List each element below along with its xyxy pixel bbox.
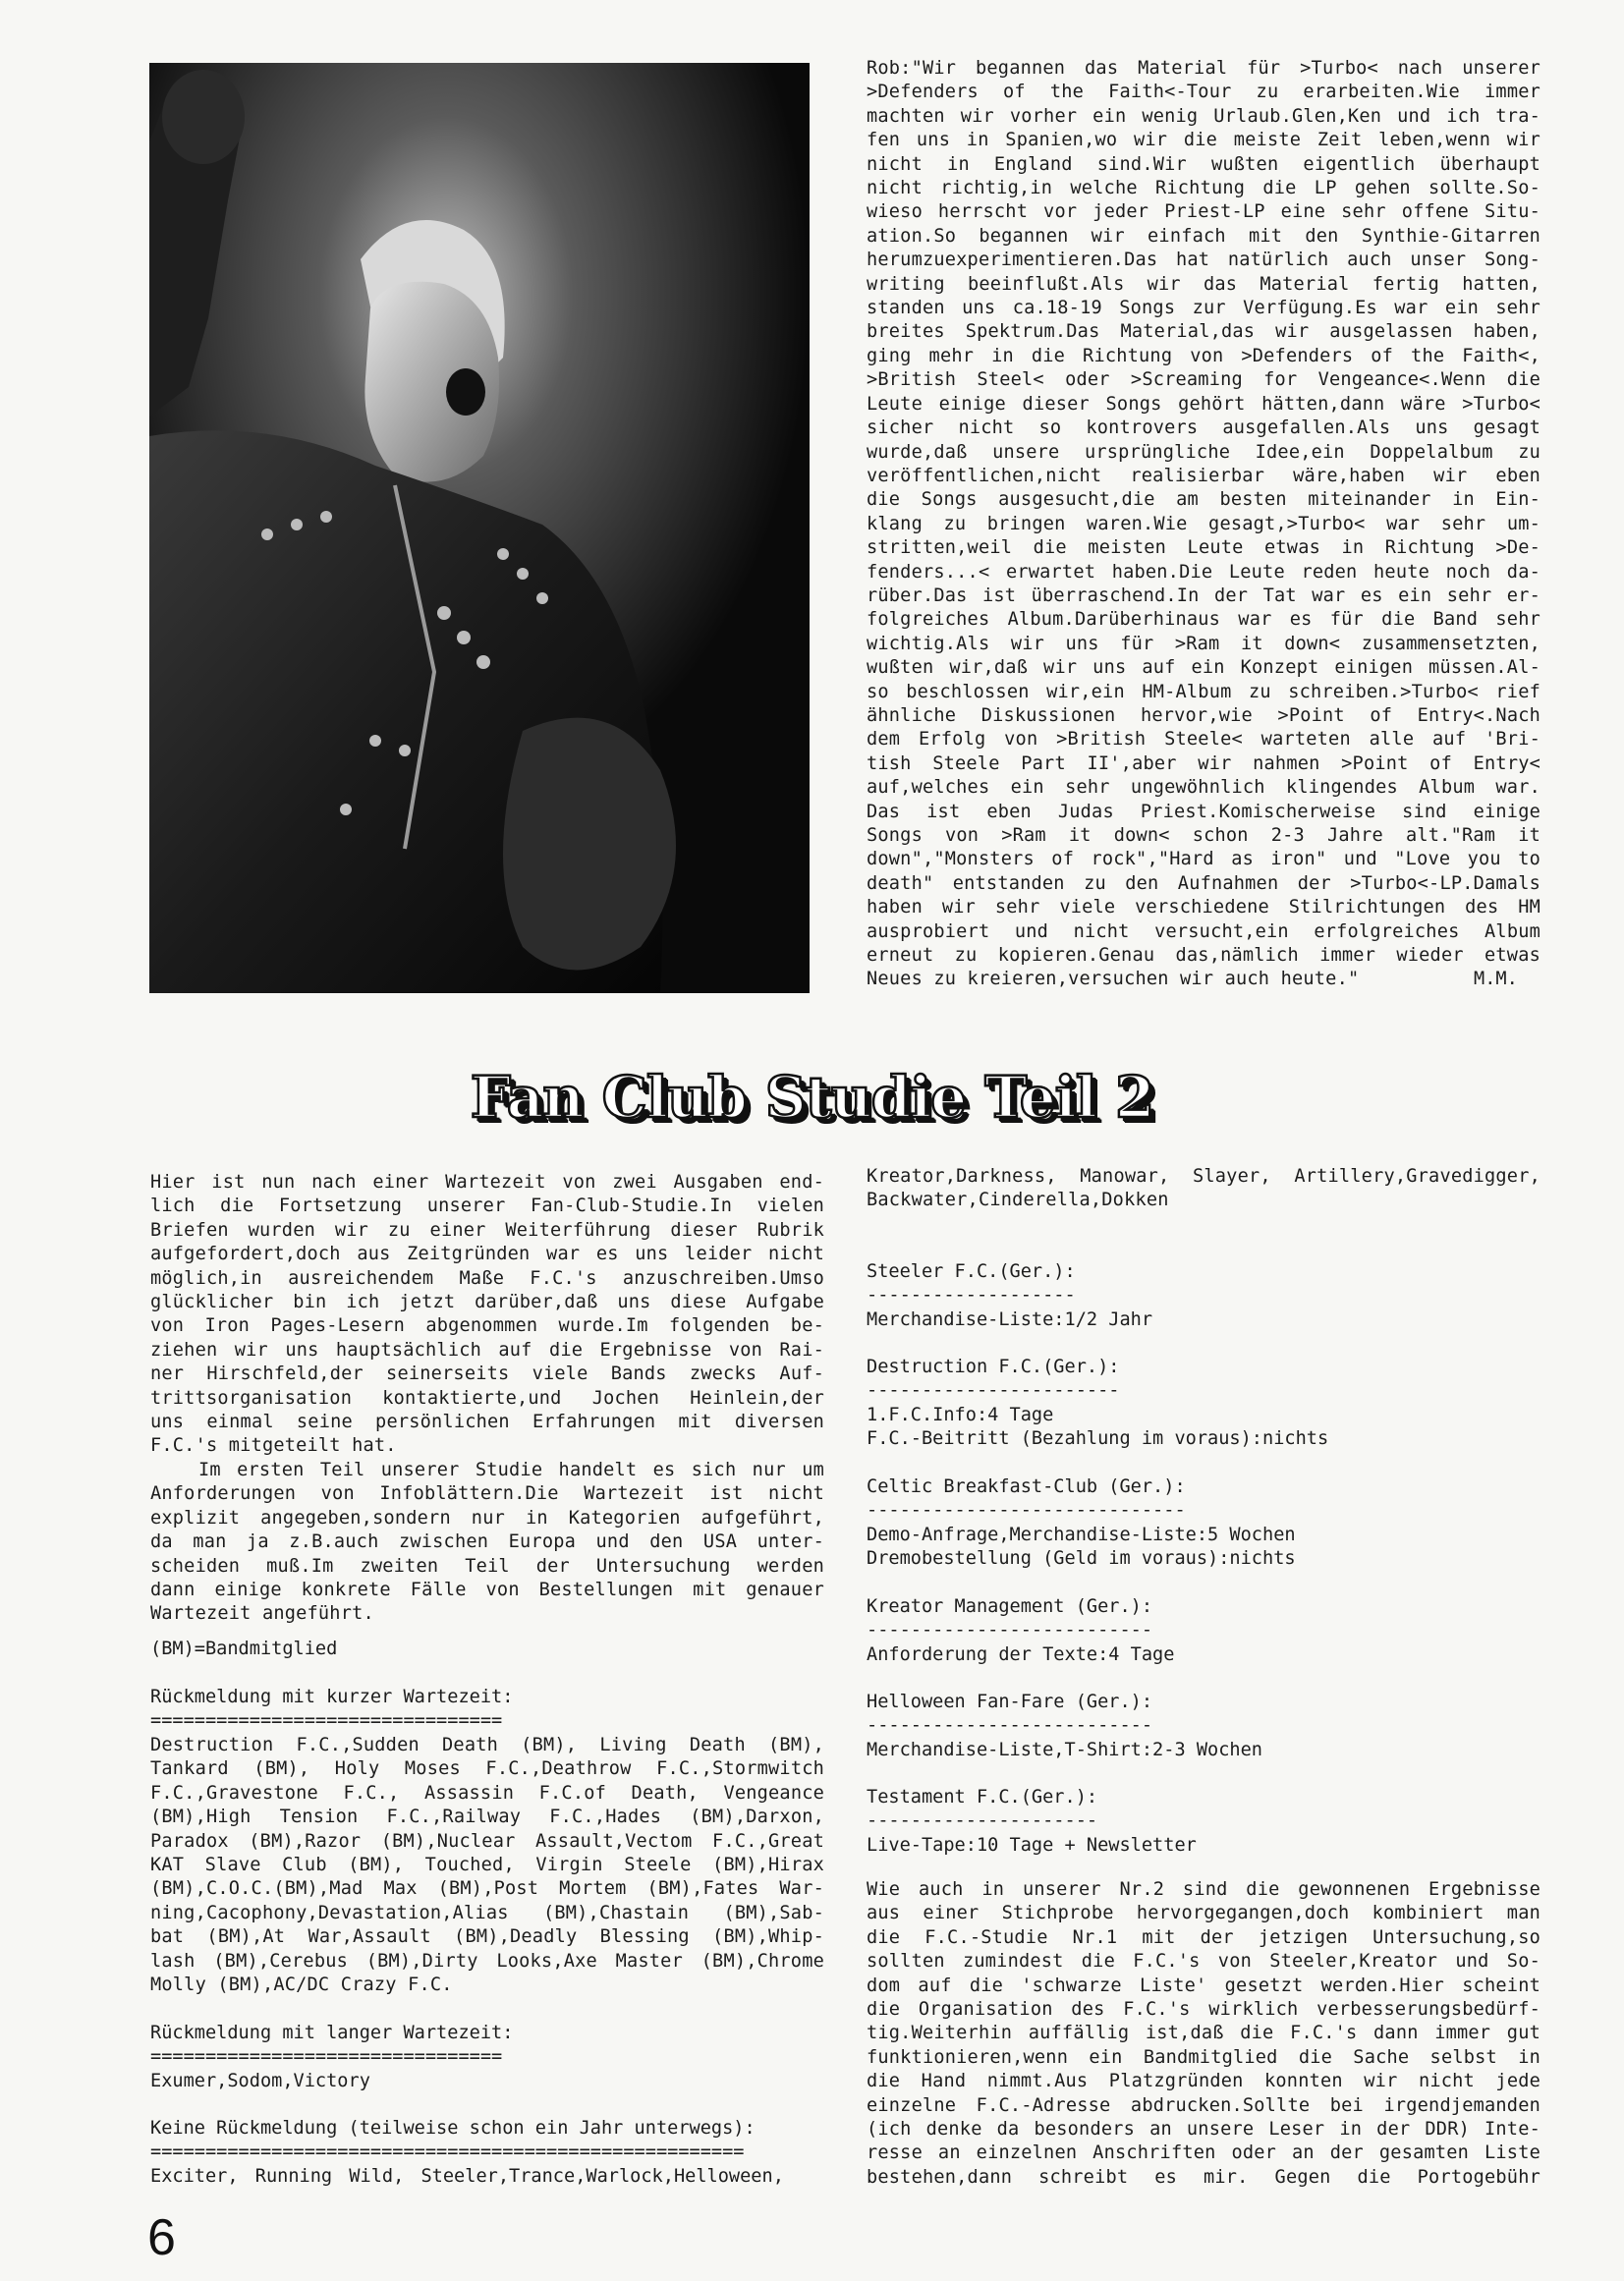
text-line: (BM),C.O.C.(BM),Mad Max (BM),Post Mortem (BM),Fates War- bbox=[150, 1878, 824, 1900]
text-line: dom auf die 'schwarze Liste' gesetzt werden.Hier scheint bbox=[867, 1975, 1540, 1996]
entry-name: Celtic Breakfast-Club (Ger.): bbox=[867, 1476, 1186, 1497]
fanclub-entry bbox=[867, 1691, 1262, 1762]
text-line: Songs von >Ram it down< schon 2-3 Jahre alt."Ram it bbox=[867, 825, 1540, 846]
entry-name: Destruction F.C.(Ger.): bbox=[867, 1357, 1120, 1377]
entry-name: Kreator Management (Ger.): bbox=[867, 1596, 1153, 1617]
entry-detail: Merchandise-Liste:1/2 Jahr bbox=[867, 1308, 1153, 1330]
text-line: Destruction F.C.,Sudden Death (BM), Living Death (BM), bbox=[150, 1735, 824, 1755]
text-line: down","Monsters of rock","Hard as iron" und "Love you to bbox=[867, 849, 1540, 870]
text-line: Das ist eben Judas Priest.Komischerweise sind einige bbox=[867, 801, 1540, 822]
text-line: ning,Cacophony,Devastation,Alias (BM),Chastain (BM),Sab- bbox=[150, 1902, 824, 1923]
singer-silhouette-image bbox=[149, 63, 810, 993]
no-response-section bbox=[150, 2117, 784, 2189]
text-line: Briefen wurden wir zu einer Weiterführung dieser Rubrik bbox=[150, 1219, 824, 1241]
text-line: wichtig.Als wir uns für >Ram it down< zusammensetzten, bbox=[867, 633, 1540, 654]
text-line: Rob:"Wir begannen das Material für >Turbo< nach unserer bbox=[867, 58, 1540, 79]
text-line: lich die Fortsetzung unserer Fan-Club-Studie.In vielen bbox=[150, 1196, 824, 1217]
entry-detail: Dremobestellung (Geld im voraus):nichts bbox=[867, 1548, 1296, 1570]
text-line: ausprobiert und nicht versucht,ein erfolgreiches Album bbox=[867, 920, 1540, 942]
text-line: ation.So begannen wir einfach mit den Synthie-Gitarren bbox=[867, 225, 1540, 247]
text-line: klang zu bringen waren.Wie gesagt,>Turbo< war sehr um- bbox=[867, 513, 1540, 534]
entry-detail: Live-Tape:10 Tage + Newsletter bbox=[867, 1834, 1197, 1856]
text-line: aufgefordert,doch aus Zeitgründen war es uns leider nicht bbox=[150, 1244, 824, 1265]
entry-detail: Demo-Anfrage,Merchandise-Liste:5 Wochen bbox=[867, 1524, 1296, 1545]
text-line: Molly (BM),AC/DC Crazy F.C. bbox=[150, 1975, 453, 1996]
author-signature: M.M. bbox=[1474, 969, 1518, 989]
text-line: Leute einige dieser Songs gehört hätten,dann wäre >Turbo< bbox=[867, 393, 1540, 415]
text-line: Hier ist nun nach einer Wartezeit von zwei Ausgaben end- bbox=[150, 1172, 824, 1193]
fanclub-entry bbox=[867, 1475, 1296, 1572]
text-line: die Organisation des F.C.'s wirklich verbesserungsbedürf- bbox=[867, 1999, 1540, 2021]
text-line: sicher nicht so kontrovers ausgefallen.Als uns gesagt bbox=[867, 417, 1540, 439]
text-line: stritten,weil die meisten Leute etwas in Richtung >De- bbox=[867, 537, 1540, 559]
short-wait-list bbox=[150, 1734, 824, 1997]
text-line: breites Spektrum.Das Material,das wir ausgelassen haben, bbox=[867, 321, 1540, 343]
text-line: Paradox (BM),Razor (BM),Nuclear Assault,Vectom F.C.,Great bbox=[150, 1830, 824, 1852]
text-line: bat (BM),At War,Assault (BM),Deadly Blessing (BM),Whip- bbox=[150, 1926, 824, 1948]
entry-name: Helloween Fan-Fare (Ger.): bbox=[867, 1692, 1153, 1712]
legend-note bbox=[150, 1638, 337, 1661]
text-line: tig.Weiterhin auffällig ist,daß die F.C.'s dann immer gut bbox=[867, 2023, 1540, 2044]
text-line: erneut zu kopieren.Genau das,nämlich immer wieder etwas bbox=[867, 945, 1540, 967]
fanclub-entry bbox=[867, 1595, 1174, 1667]
entry-rule: --------------------- bbox=[867, 1810, 1098, 1832]
text-line: standen uns ca.18-19 Songs zur Verfügung.Es war ein sehr bbox=[867, 298, 1540, 319]
text-line: >Defenders of the Faith<-Tour zu erarbeiten.Wie immer bbox=[867, 82, 1540, 103]
interview-text bbox=[867, 57, 1540, 992]
text-line: explizit angegeben,sondern nur in Kategorien aufgeführt, bbox=[150, 1507, 824, 1529]
text-line: die Hand nimmt.Aus Platzgründen konnten wir nicht jede bbox=[867, 2071, 1540, 2092]
text-line: machten wir vorher ein wenig Urlaub.Glen,Ken und ich tra- bbox=[867, 105, 1540, 127]
text-line: tish Steele Part II',aber wir nahmen >Point of Entry< bbox=[867, 752, 1540, 774]
entry-name: Testament F.C.(Ger.): bbox=[867, 1787, 1098, 1808]
text-line: >British Steel< oder >Screaming for Vengeance<.Wenn die bbox=[867, 369, 1540, 391]
entry-name: Steeler F.C.(Ger.): bbox=[867, 1261, 1076, 1282]
text-line: scheiden muß.Im zweiten Teil der Untersuchung werden bbox=[150, 1555, 824, 1577]
text-line: ähnliche Diskussionen hervor,wie >Point of Entry<.Nach bbox=[867, 704, 1540, 726]
text-line: writing beeinflußt.Als wir das Material fertig hatten, bbox=[867, 273, 1540, 295]
text-line: haben wir sehr viele verschiedene Stilrichtungen des HM bbox=[867, 897, 1540, 918]
text-line: F.C.'s mitgeteilt hat. bbox=[150, 1435, 397, 1457]
section-rule: ====================================================== bbox=[150, 2142, 745, 2163]
text-line: (ich denke da besonders an unsere Leser in der DDR) Inte- bbox=[867, 2119, 1540, 2141]
entry-detail: F.C.-Beitritt (Bezahlung im voraus):nichts bbox=[867, 1428, 1329, 1450]
section-heading: Rückmeldung mit langer Wartezeit: bbox=[150, 2023, 514, 2043]
long-wait-section bbox=[150, 2022, 513, 2093]
fanclub-entry bbox=[867, 1786, 1197, 1858]
text-line: funktionieren,wenn ein Bandmitglied die Sache selbst in bbox=[867, 2046, 1540, 2068]
text-line: bestehen,dann schreibt es mir. Gegen die Portogebühr bbox=[867, 2166, 1540, 2188]
text-line: wieso herrscht vor jeder Priest-LP eine sehr offene Situ- bbox=[867, 201, 1540, 223]
text-line: folgreiches Album.Darüberhinaus war es für die Band sehr bbox=[867, 609, 1540, 631]
entry-rule: ----------------------------- bbox=[867, 1500, 1186, 1522]
section-rule: ================================ bbox=[150, 1710, 503, 1732]
text-line: fen uns in Spanien,wo wir die meiste Zeit leben,wenn wir bbox=[867, 130, 1540, 151]
entry-detail: 1.F.C.Info:4 Tage bbox=[867, 1404, 1054, 1425]
entry-rule: -------------------------- bbox=[867, 1620, 1153, 1641]
entry-rule: ------------------- bbox=[867, 1285, 1076, 1307]
text-line: herumzuexperimentieren.Das hat natürlich auch unser Song- bbox=[867, 250, 1540, 271]
text-line: Wartezeit angeführt. bbox=[150, 1603, 374, 1625]
right-continuation bbox=[867, 1165, 1540, 1213]
text-line: ziehen wir uns hauptsächlich auf die Ergebnisse von Rai- bbox=[150, 1339, 824, 1361]
text-line: lash (BM),Cerebus (BM),Dirty Looks,Axe Master (BM),Chrome bbox=[150, 1950, 824, 1972]
text-line: wußten wir,daß wir uns auf ein Konzept einigen müssen.Al- bbox=[867, 657, 1540, 679]
concert-photo bbox=[149, 63, 810, 993]
text-line: Neues zu kreieren,versuchen wir auch heute." bbox=[867, 969, 1360, 990]
entry-detail: Anforderung der Texte:4 Tage bbox=[867, 1643, 1175, 1665]
entry-rule: -------------------------- bbox=[867, 1715, 1153, 1737]
legend-text: (BM)=Bandmitglied bbox=[150, 1639, 338, 1659]
text-line: death" entstanden zu den Aufnahmen der >Turbo<-LP.Damals bbox=[867, 872, 1540, 894]
text-line: Anforderungen von Infoblättern.Die Wartezeit ist nicht bbox=[150, 1483, 824, 1505]
entry-rule: ----------------------- bbox=[867, 1380, 1120, 1402]
text-line: Backwater,Cinderella,Dokken bbox=[867, 1190, 1169, 1211]
text-line: ner Hirschfeld,der seinerseits viele Bands zwecks Auf- bbox=[150, 1363, 824, 1385]
text-line: dem Erfolg von >British Steele< warteten alle auf 'Bri- bbox=[867, 729, 1540, 751]
text-line: dann einige konkrete Fälle von Bestellungen mit genauer bbox=[150, 1579, 824, 1600]
text-line: resse an einzelnen Anschriften oder an der gesamten Liste bbox=[867, 2142, 1540, 2164]
text-line: uns einmal seine persönlichen Erfahrungen mit diversen bbox=[150, 1412, 824, 1433]
fanclub-entry bbox=[867, 1356, 1328, 1452]
text-line: trittsorganisation kontaktierte,und Jochen Heinlein,der bbox=[150, 1387, 824, 1409]
text-line: aus einer Stichprobe hervorgegangen,doch kombiniert man bbox=[867, 1903, 1540, 1924]
text-line: Tankard (BM), Holy Moses F.C.,Deathrow F.C.,Stormwitch bbox=[150, 1758, 824, 1780]
text-line: rüber.Das ist überraschend.In der Tat war es ein sehr er- bbox=[867, 584, 1540, 606]
text-line: so beschlossen wir,ein HM-Album zu schreiben.>Turbo< rief bbox=[867, 681, 1540, 702]
text-line: da man ja z.B.auch zwischen Europa und den USA unter- bbox=[150, 1531, 824, 1553]
text-line: die F.C.-Studie Nr.1 mit der jetzigen Untersuchung,so bbox=[867, 1926, 1540, 1948]
text-line: KAT Slave Club (BM), Touched, Virgin Steele (BM),Hirax bbox=[150, 1855, 824, 1876]
entry-detail: Merchandise-Liste,T-Shirt:2-3 Wochen bbox=[867, 1739, 1262, 1760]
text-line: veröffentlichen,nicht realisierbar wäre,haben wir eben bbox=[867, 465, 1540, 486]
page-number: 6 bbox=[147, 2209, 176, 2266]
text-line: glücklicher bin ich jetzt darüber,daß uns diese Aufgabe bbox=[150, 1292, 824, 1313]
article-title: Fan Club Studie Teil 2 bbox=[470, 1064, 1154, 1131]
text-line: sollten zumindest die F.C.'s von Steeler,Kreator und So- bbox=[867, 1951, 1540, 1973]
text-line: wurde,daß unsere ursprüngliche Idee,ein Doppelalbum zu bbox=[867, 441, 1540, 463]
text-line: möglich,in ausreichendem Maße F.C.'s anzuschreiben.Umso bbox=[150, 1267, 824, 1289]
text-line: ging mehr in die Richtung von >Defenders of the Faith<, bbox=[867, 345, 1540, 366]
text-line: fenders...< erwartet haben.Die Leute reden heute noch da- bbox=[867, 561, 1540, 583]
long-wait-list: Exumer,Sodom,Victory bbox=[150, 2070, 370, 2091]
closing-text bbox=[867, 1878, 1540, 2190]
text-line: die Songs ausgesucht,die am besten miteinander in Ein- bbox=[867, 489, 1540, 511]
text-line: (BM),High Tension F.C.,Railway F.C.,Hades (BM),Darxon, bbox=[150, 1807, 824, 1828]
text-line: Im ersten Teil unserer Studie handelt es sich nur um bbox=[150, 1459, 824, 1480]
text-line: nicht in England sind.Wir wußten eigentlich überhaupt bbox=[867, 153, 1540, 175]
section-rule: ================================ bbox=[150, 2046, 503, 2068]
fanclub-entry bbox=[867, 1260, 1152, 1332]
section-heading: Keine Rückmeldung (teilweise schon ein Jahr unterwegs): bbox=[150, 2118, 756, 2139]
text-line: nicht richtig,in welche Richtung die LP gehen sollte.So- bbox=[867, 178, 1540, 199]
text-line: Wie auch in unserer Nr.2 sind die gewonnenen Ergebnisse bbox=[867, 1879, 1540, 1900]
text-line: einzelne F.C.-Adresse abdrucken.Sollte bei irgendjemanden bbox=[867, 2094, 1540, 2116]
text-line: von Iron Pages-Lesern abgenommen wurde.Im folgenden be- bbox=[150, 1315, 824, 1337]
short-wait-section bbox=[150, 1686, 513, 1734]
text-line: Kreator,Darkness, Manowar, Slayer, Artillery,Gravedigger, bbox=[867, 1166, 1540, 1187]
section-heading: Rückmeldung mit kurzer Wartezeit: bbox=[150, 1687, 514, 1707]
text-line: auf,welches ein sehr ungewöhnlich klingendes Album war. bbox=[867, 777, 1540, 799]
text-line: F.C.,Gravestone F.C., Assassin F.C.of Death, Vengeance bbox=[150, 1782, 824, 1804]
no-response-list: Exciter, Running Wild, Steeler,Trance,Warlock,Helloween, bbox=[150, 2165, 784, 2187]
left-column bbox=[150, 1171, 824, 1627]
